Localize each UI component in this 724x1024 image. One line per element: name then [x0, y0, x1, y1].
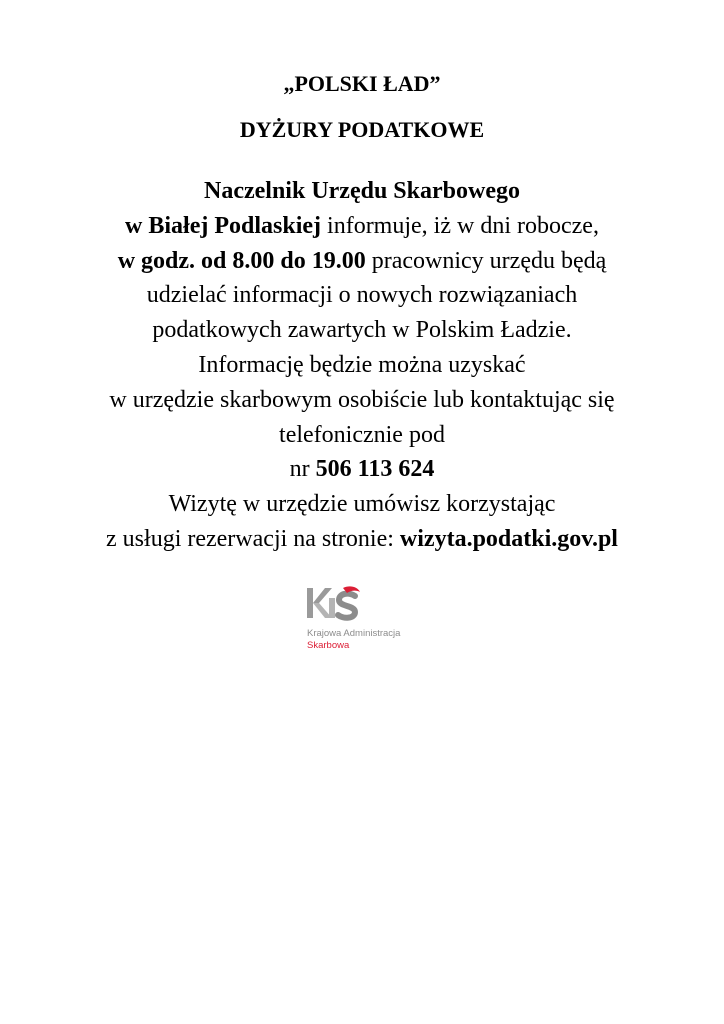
phone-number: 506 113 624 [315, 456, 435, 483]
office-name: Naczelnik Urzędu Skarbowego [204, 178, 520, 204]
office-location: w Białej Podlaskiej [125, 212, 322, 239]
notice-line-10: Wizytę w urzędzie umówisz korzystając [168, 491, 556, 518]
notice-line-2-text: informuje, iż w dni robocze, [321, 212, 599, 239]
document-title: „POLSKI ŁAD” [283, 71, 441, 96]
notice-line-11 [0, 522, 724, 557]
notice-line-6: Informację będzie można uzyskać [198, 351, 526, 378]
notice-body [0, 174, 724, 557]
phone-prefix: nr [289, 456, 316, 483]
logo-text-line-2: Skarbowa [307, 640, 350, 651]
notice-line-8: telefonicznie pod [279, 421, 445, 448]
kas-logo [305, 584, 435, 654]
document-subtitle: DYŻURY PODATKOWE [239, 117, 485, 142]
notice-line-4: udzielać informacji o nowych rozwiązaniach [146, 282, 578, 309]
notice-line-2 [0, 209, 724, 244]
notice-line-3-text: pracownicy urzędu będą [365, 247, 607, 274]
logo-text-line-1: Krajowa Administracja [307, 628, 401, 639]
office-hours: w godz. od 8.00 do 19.00 [117, 247, 366, 274]
notice-line-5: podatkowych zawartych w Polskim Ładzie. [152, 317, 572, 344]
notice-line-7: w urzędzie skarbowym osobiście lub kontaktując się [109, 386, 615, 413]
notice-line-9 [0, 452, 724, 487]
website-address: wizyta.podatki.gov.pl [399, 525, 618, 552]
kas-emblem-icon [305, 584, 365, 626]
notice-line-11-text: z usługi rezerwacji na stronie: [106, 525, 400, 552]
notice-line-1 [0, 174, 724, 209]
notice-line-3 [0, 244, 724, 279]
